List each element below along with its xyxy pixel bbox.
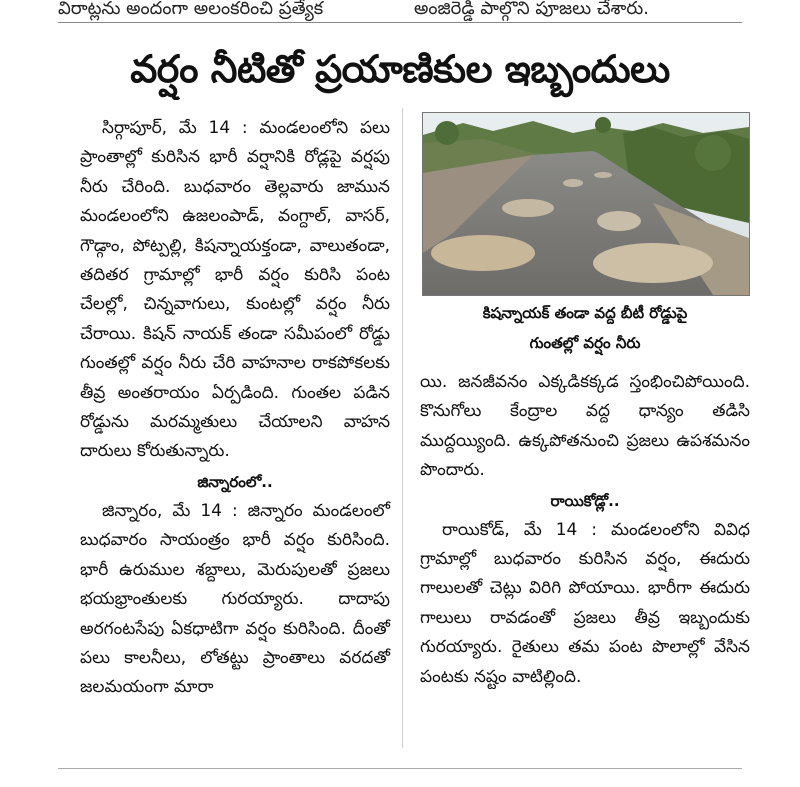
right-column [420,368,750,692]
bottom-divider [58,768,742,769]
paragraph-sirgapur: సిర్గాపూర్, మే 14 : మండలంలోని పలు ప్రాంతాల్లో కురిసిన భారీ వర్షానికి రోడ్లపై వర్షపు నీరు చేరింది. బుధవారం తెల్లవారు జామున మండలంలోని ఉజలంపాడ్, వంగ్దాల్, వాసర్, గౌడ్గాం, పోట్పల్లి, కిషన్నాయక్తండా, వాలుతండా, తదితర గ్రామాల్లో భారీ వర్షం కురిసి పంట చేలల్లో, చిన్నవాగులు, కుంటల్లో వర్షం నీరు చేరాయి. కిషన్ నాయక్ తండా సమీపంలో రోడ్డు గుంతల్లో వర్షం నీరు చేరి వాహనాల రాకపోకలకు తీవ్ర అంతరాయం ఏర్పడింది. గుంతల పడిన రోడ్డును మరమ్మతులు చేయాలని వాహన దారులు కోరుతున్నారు. [80,118,390,462]
road-potholes-photo [422,112,750,296]
article-headline: వర్షం నీటితో ప్రయాణికుల ఇబ్బందులు [130,47,670,91]
subhead-raikode: రాయికోడ్లో.. [550,491,620,510]
photo-caption-line-1: కిషన్నాయక్ తండా వద్ద బీటీ రోడ్డుపై [482,304,688,322]
paragraph-jinnaram: జిన్నారం, మే 14 : జిన్నారం మండలంలో బుధవారం సాయంత్రం భారీ వర్షం కురిసింది. భారీ ఉరుముల శబ్దాలు, మెరుపులతో ప్రజలు భయభ్రాంతులకు గురయ్యారు. దాదాపు అరగంటసేపు ఏకధాటిగా వర్షం కురిసింది. దీంతో పలు కాలనీలు, లోతట్టు ప్రాంతాలు వరదతో జలమయంగా మారా [80,500,390,698]
paragraph-jinnaram-continued: యి. జనజీవనం ఎక్కడికక్కడ స్తంభించిపోయింది. కొనుగోలు కేంద్రాల వద్ద ధాన్యం తడిసి ముద్దయ్యింది. ఉక్కపోతనుంచి ప్రజలు ఉపశమనం పొందారు. [420,372,750,481]
paragraph-raikode: రాయికోడ్, మే 14 : మండలంలోని వివిధ గ్రామాల్లో బుధవారం కురిసిన వర్షం, ఈదురు గాలులతో చెట్లు విరిగి పోయాయి. భారీగా ఈదురు గాలులు రావడంతో ప్రజలు తీవ్ర ఇబ్బందుకు గురయ్యారు. రైతులు తమ పంట పొలాల్లో వేసిన పంటకు నష్టం వాటిల్లింది. [420,519,750,687]
photo-caption [420,298,750,358]
column-divider [402,108,403,748]
top-divider [58,22,742,23]
subhead-jinnaram: జిన్నారంలో.. [197,472,273,491]
previous-article-fragment-right: అంజిరెడ్డి పాల్గొని పూజలు చేశారు. [414,0,649,19]
photo-illustration [423,113,749,295]
left-column [80,114,390,703]
previous-article-fragment-left: విరాట్లను అందంగా అలంకరించి ప్రత్యేక [58,0,324,19]
photo-caption-line-2: గుంతల్లో వర్షం నీరు [529,334,641,352]
